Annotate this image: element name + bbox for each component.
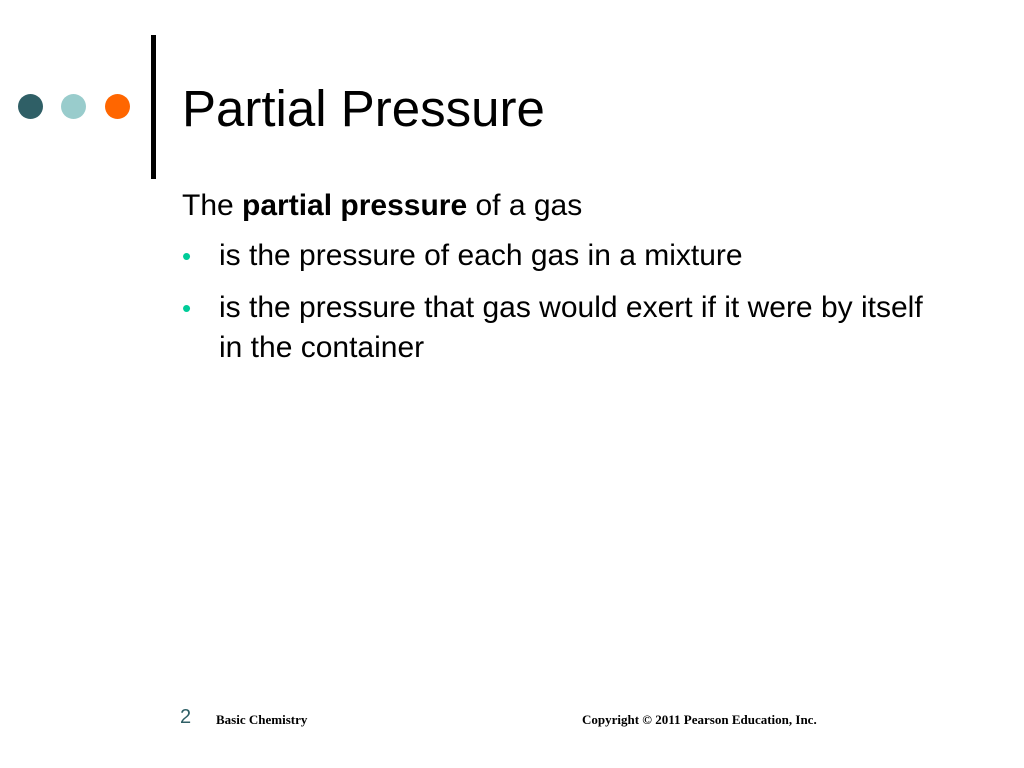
intro-before: The bbox=[182, 189, 243, 222]
footer-course-title: Basic Chemistry bbox=[216, 712, 308, 727]
title-divider bbox=[151, 35, 156, 179]
bullet-text: is the pressure that gas would exert if it were by itself in the container bbox=[219, 291, 923, 364]
intro-after: of a gas bbox=[467, 189, 583, 222]
bullet-item bbox=[182, 236, 942, 276]
decorative-dot-dark bbox=[18, 94, 43, 119]
slide-title: Partial Pressure bbox=[182, 80, 545, 137]
slide-number: 2 bbox=[180, 706, 192, 728]
intro-line bbox=[182, 188, 942, 224]
slide-body bbox=[182, 188, 942, 380]
intro-bold-term: partial pressure bbox=[242, 189, 468, 222]
bullet-text: is the pressure of each gas in a mixture bbox=[219, 239, 743, 272]
footer-copyright: Copyright © 2011 Pearson Education, Inc. bbox=[582, 712, 817, 727]
decorative-dot-orange bbox=[105, 94, 130, 119]
bullet-item bbox=[182, 288, 942, 368]
bullet-icon: • bbox=[182, 293, 192, 323]
decorative-dot-light bbox=[61, 94, 86, 119]
bullet-list bbox=[182, 236, 942, 368]
bullet-icon: • bbox=[182, 241, 192, 271]
